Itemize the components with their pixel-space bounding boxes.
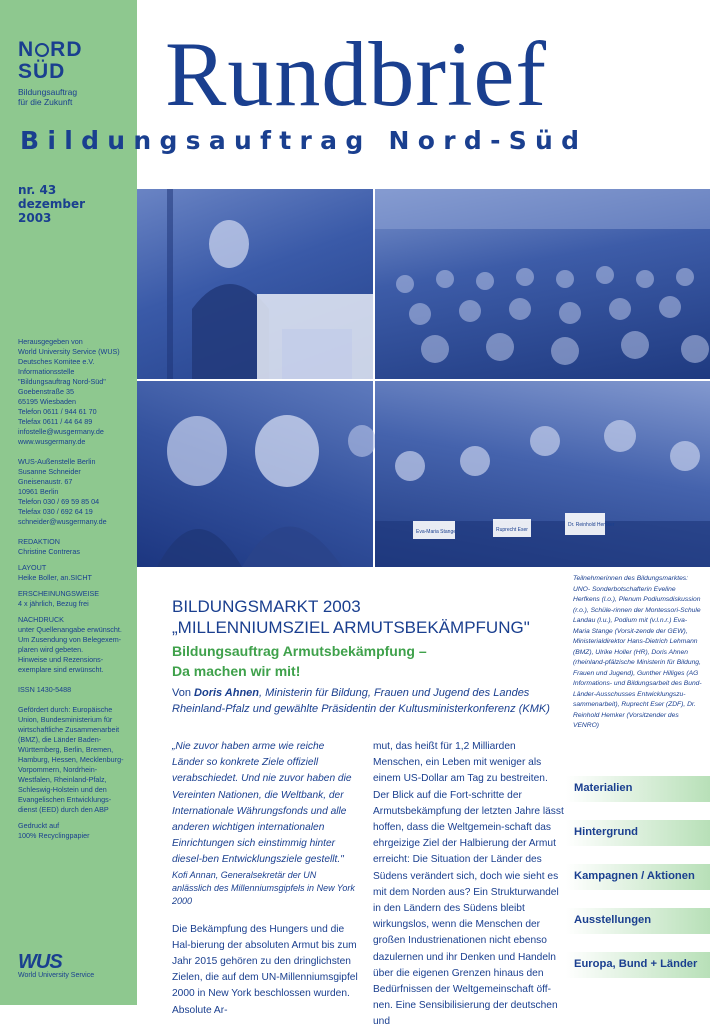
nav-ausstellungen[interactable]: Ausstellungen [566, 908, 710, 934]
issue-year: 2003 [18, 211, 52, 225]
wus-logo: WUS [18, 951, 62, 973]
imprint-nachdruck-label: NACHDRUCK [18, 615, 64, 624]
article-quote: „Nie zuvor haben arme wie reiche Länder so konkrete Ziele offiziell verabschiedet. Und nie zuvor haben die Vereinten Nationen, die Weltbank, der Internationale Währungsfonds und alle anderen wichtigen internationalen Einrichtungen sich einstimmig hinter diesel-ben Entwicklungsziele gestellt." [172, 741, 352, 866]
page-title: Rundbrief [165, 23, 548, 125]
author-prefix: Von [172, 687, 195, 699]
imprint-publisher: Herausgegeben von World University Service (WUS) Deutsches Komitee e.V. Informationsstelle "Bildungsauftrag Nord-Süd" Goebenstraße 35 65195 Wiesbaden Telefon 0611 / 944 61 70 Telefax 0611 / 44 64 89 infostelle@wusgermany.de www.wusgermany.de [18, 337, 120, 446]
article-kicker-1: Bildungsauftrag Armutsbekämpfung – [172, 643, 427, 659]
photo-students-art [137, 381, 373, 567]
logo-tagline-1: Bildungsauftrag [18, 87, 78, 97]
article-column-1 [172, 739, 358, 1019]
imprint-layout: Heike Boller, an.SICHT [18, 573, 92, 582]
issue-number: nr. 43 [18, 183, 57, 197]
article-body-2: mut, das heißt für 1,2 Milliarden Menschen, ein Leben mit weniger als einem US-Dollar am Tag zu bestreiten. Der Blick auf die Fort-schritte der Armutsbekämpfung der letzten Jahre lässt hoffen, dass die Weltgemein-schaft das ehrgeizige Ziel der Halbierung der Armut erreicht: Die Situation der Länder des Südens verändert sich, doch wie sieht es mit dem Norden aus? Ein Strukturwandel in den Ländern des Südens bleibt wirkungslos, wenn die Menschen der großen Industrienationen nicht ebenso dazulernen und ihr Denken und Handeln über die eigenen Grenzen hinaus den Bedürfnissen der Weltgemeinschaft öff-nen. Eine Sensibilisierung der deutschen und [373, 741, 564, 1028]
wus-logo-sub: World University Service [18, 972, 95, 979]
article-body-1: Die Bekämpfung des Hungers und die Hal-bierung der absoluten Armut bis zum Jahr 2015 gehören zu den dringlichsten Zielen, die auf dem UN-Millenniumsgipfel 2000 in New York beschlossen wurden. Absolute Ar- [172, 923, 358, 1016]
nav-hintergrund[interactable]: Hintergrund [566, 820, 710, 846]
imprint-redaktion-label: REDAKTION [18, 537, 60, 546]
nav-europa-bund-laender[interactable]: Europa, Bund + Länder [566, 952, 710, 978]
logo-nord [18, 40, 83, 60]
imprint-erscheinung: 4 x jährlich, Bezug frei [18, 599, 89, 608]
issue-month: dezember [18, 197, 86, 211]
imprint-nachdruck: unter Quellenangabe erwünscht. Um Zusendung von Belegexem- plaren wird gebeten. Hinweise und Rezensions- exemplare sind erwünscht. [18, 625, 122, 674]
photo-students [137, 381, 373, 567]
imprint-erscheinung-label: ERSCHEINUNGSWEISE [18, 589, 100, 598]
imprint [18, 337, 136, 841]
article-column-2 [373, 739, 565, 1031]
page-subtitle: Bildungsauftrag Nord-Süd [20, 126, 588, 155]
photo-audience [375, 189, 710, 379]
imprint-funding: Gefördert durch: Europäische Union, Bundesministerium für wirtschaftliche Zusammenarbeit (BMZ), die Länder Baden- Württemberg, Berlin, Bremen, Hamburg, Hessen, Mecklenburg- Vorpommern, Nordrhein- Westfalen, Rheinland-Pfalz, Schleswig-Holstein und den Evangelischen Entwicklungs- dienst (EED) durch den ABP [18, 705, 124, 814]
imprint-printed: Gedruckt auf 100% Recyclingpapier [18, 821, 90, 840]
nav-kampagnen-aktionen[interactable]: Kampagnen / Aktionen [566, 864, 710, 890]
issue-info [18, 183, 85, 225]
article-quote-source: Kofi Annan, Generalsekretär der UN anlässlich des Millenniumsgipfels in New York 2000 [172, 869, 355, 906]
name-sign-1: Eva-Maria Stange [416, 529, 457, 535]
name-sign-3: Dr. Reinhold Hemker [568, 522, 615, 528]
imprint-berlin: WUS-Außenstelle Berlin Susanne Schneider Gneisenaustr. 67 10961 Berlin Telefon 030 / 69 59 85 04 Telefax 030 / 692 64 19 schneider@wusgermany.de [18, 457, 107, 526]
author-name: Doris Ahnen [194, 687, 260, 699]
photo-audience-art [375, 189, 710, 379]
photo-speaker [137, 189, 373, 379]
photo-caption: Teilnehmerinnen des Bildungsmarktes: UNO- Sonderbotschafterin Eveline Herfkens (l.o.), Plenum Podiumsdiskussion (r.o.), Schüle-rinnen der Montessori-Schule Landau (l.u.), Podium mit (v.l.n.r.) Eva-Maria Stange (Vorsit-zende der GEW), Ministerialdirektor Hans-Dietrich Lehmann (BMZ), Ulrike Holler (HR), Doris Ahnen (rheinland-pfälzische Ministerin für Bildung, Frauen und Jugend), Gunther Hilliges (AG Informations- und Bildungsarbeit des Bund-Länder-Ausschusses Entwicklungszu-sammenarbeit), Ruprecht Eser (ZDF), Dr. Reinhold Hemker (Vorsitzender des VENRO) [573, 575, 702, 729]
imprint-layout-label: LAYOUT [18, 563, 47, 572]
logo-tagline [18, 87, 77, 107]
article-kicker-2: Da machen wir mit! [172, 663, 301, 679]
imprint-issn: ISSN 1430-5488 [18, 685, 72, 694]
logo-tagline-2: für die Zukunft [18, 97, 73, 107]
imprint-redaktion: Christine Contreras [18, 547, 80, 556]
photo-speaker-art [137, 189, 373, 379]
article-headline-2: „MILLENNIUMSZIEL ARMUTSBEKÄMPFUNG" [172, 618, 530, 637]
name-sign-2: Ruprecht Eser [496, 527, 528, 533]
photo-podium [375, 381, 710, 567]
article-headline-1: BILDUNGSMARKT 2003 [172, 597, 361, 616]
author-role: , Ministerin für Bildung, Frauen und Jugend des Landes Rheinland-Pfalz und gewählte Präsidentin der Kultusministerkonferenz (KMK) [172, 687, 550, 715]
logo-letters-rd: RD [50, 38, 83, 61]
nav-materialien[interactable]: Materialien [566, 776, 710, 802]
logo-sud: SÜD [18, 60, 66, 83]
globe-icon [35, 43, 49, 57]
article-author [172, 685, 572, 717]
logo-letter-n: N [18, 38, 35, 61]
photo-podium-art [375, 381, 710, 567]
